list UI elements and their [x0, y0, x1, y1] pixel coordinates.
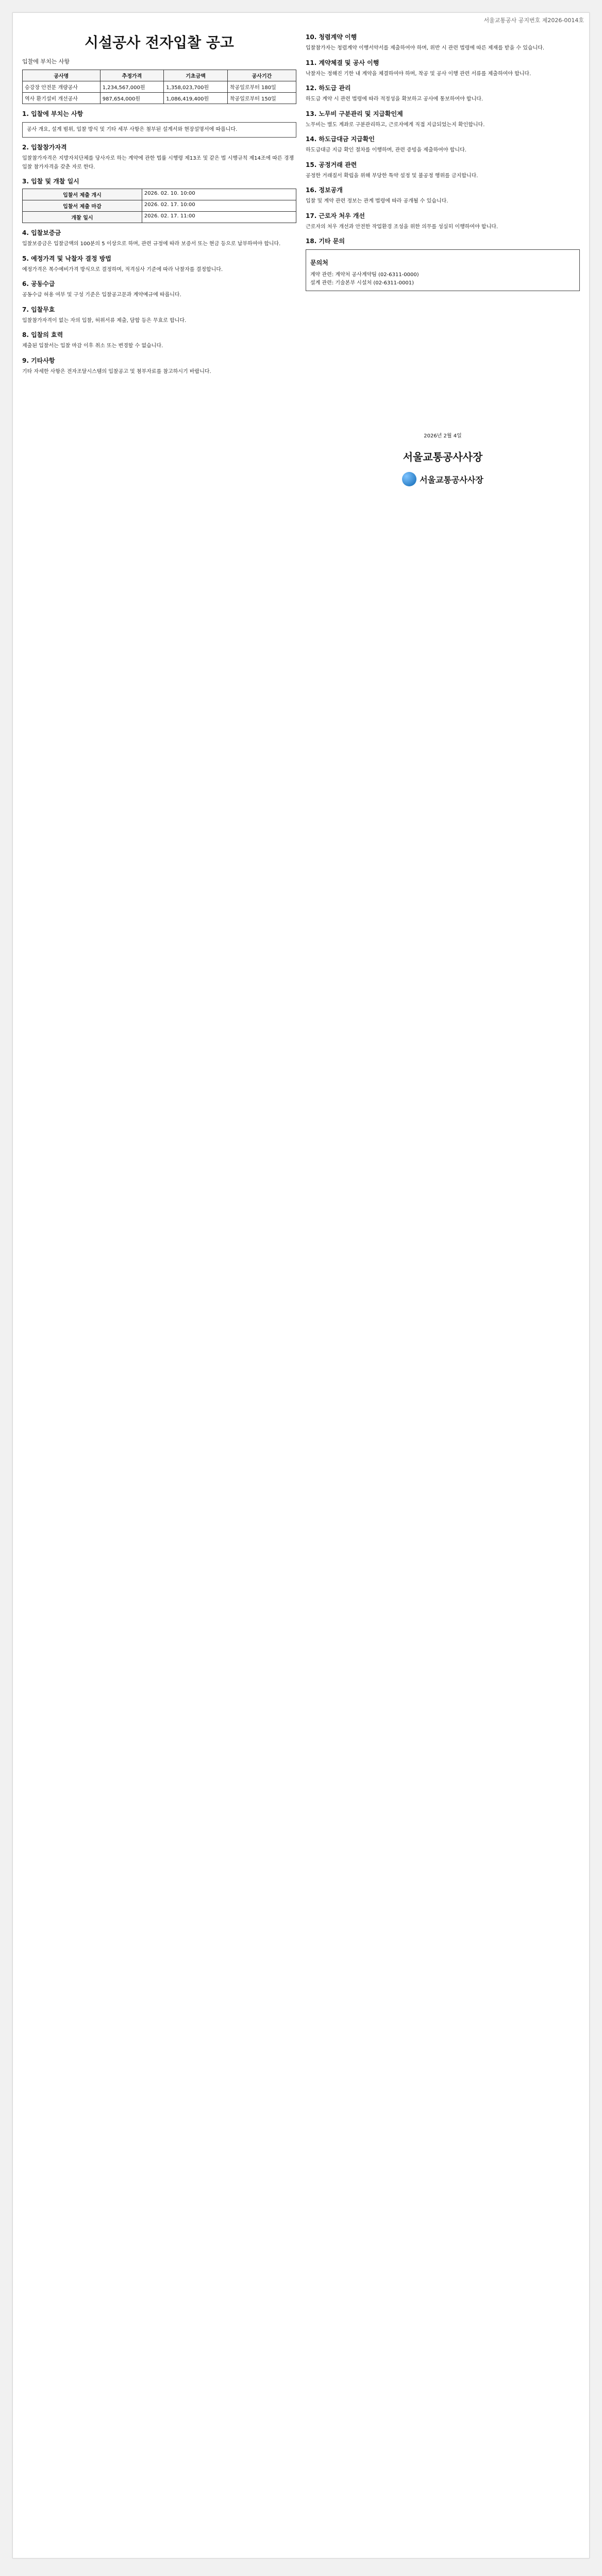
- table-row: [23, 81, 296, 93]
- paragraph: 입찰보증금은 입찰금액의 100분의 5 이상으로 하며, 관련 규정에 따라 보증서 또는 현금 등으로 납부하여야 합니다.: [22, 241, 281, 247]
- paragraph: 공정한 거래질서 확립을 위해 부당한 특약 설정 및 불공정 행위를 금지합니다.: [306, 173, 478, 179]
- contact-line: 설계 관련: 기술본부 시설처 (02-6311-0001): [310, 280, 414, 286]
- paragraph: 하도급 계약 시 관련 법령에 따라 적정성을 확보하고 공사에 통보하여야 합니다.: [306, 96, 483, 102]
- footer-date: 2026년 2월 4일: [424, 433, 462, 439]
- logo-wrap: [306, 472, 580, 488]
- table-cell: 987,654,000원: [100, 93, 164, 104]
- contact-line: 계약 관련: 계약처 공사계약팀 (02-6311-0000): [310, 272, 419, 278]
- logo-text: 서울교통공사사장: [420, 474, 483, 485]
- table-cell: 1,086,419,400원: [164, 93, 228, 104]
- paragraph: 제출된 입찰서는 입찰 마감 이후 취소 또는 변경할 수 없습니다.: [22, 343, 163, 349]
- company-logo: [402, 472, 483, 486]
- date-value: 2026. 02. 17. 10:00: [142, 200, 296, 212]
- paragraph: 공동수급 허용 여부 및 구성 기준은 입찰공고문과 계약예규에 따릅니다.: [22, 292, 181, 298]
- section-heading: 9. 기타사항: [22, 357, 55, 364]
- paragraph: 예정가격은 복수예비가격 방식으로 결정하며, 적격심사 기준에 따라 낙찰자를 결정합니다.: [22, 266, 223, 273]
- paragraph: 입찰참가자격이 없는 자의 입찰, 허위서류 제출, 담합 등은 무효로 합니다.: [22, 317, 187, 324]
- section-heading: 13. 노무비 구분관리 및 지급확인제: [306, 110, 403, 117]
- section-heading: 17. 근로자 처우 개선: [306, 212, 365, 219]
- qualification-text: 입찰참가자격은 지방자치단체를 당사자로 하는 계약에 관한 법률 시행령 제13조 및 같은 법 시행규칙 제14조에 따른 경쟁입찰 참가자격을 갖춘 자로 한다.: [22, 156, 294, 170]
- date-value: 2026. 02. 10. 10:00: [142, 189, 296, 200]
- section-heading: 18. 기타 문의: [306, 238, 345, 245]
- table-cell: 역사 환기설비 개선공사: [23, 93, 101, 104]
- section-heading: 5. 예정가격 및 낙찰자 결정 방법: [22, 255, 111, 262]
- table-cell: 1,358,023,700원: [164, 81, 228, 93]
- contact-box: [306, 249, 580, 291]
- table-cell: 1,234,567,000원: [100, 81, 164, 93]
- section-heading: 2. 입찰참가자격: [22, 144, 67, 151]
- section-heading: 16. 정보공개: [306, 187, 343, 194]
- notice-page: [12, 12, 590, 2558]
- section-heading: 1. 입찰에 부치는 사항: [22, 110, 83, 117]
- section-heading: 6. 공동수급: [22, 280, 55, 287]
- page-title: 시설공사 전자입찰 공고: [85, 34, 234, 51]
- section-heading: 7. 입찰무효: [22, 306, 55, 313]
- signature-title: 서울교통공사사장: [403, 451, 483, 464]
- table-header: 기초금액: [164, 70, 228, 81]
- bid-items-box: 공사 개요, 설계 범위, 입찰 방식 및 기타 세부 사항은 첨부된 설계서와 현장설명서에 따릅니다.: [22, 122, 296, 138]
- date-value: 2026. 02. 17. 11:00: [142, 212, 296, 223]
- paragraph: 근로자의 처우 개선과 안전한 작업환경 조성을 위한 의무를 성실히 이행하여야 합니다.: [306, 224, 498, 230]
- table-cell: 착공일로부터 150일: [227, 93, 296, 104]
- logo-icon: [402, 472, 416, 486]
- paragraph: 노무비는 별도 계좌로 구분관리하고, 근로자에게 직접 지급되었는지 확인합니다.: [306, 122, 485, 128]
- header-right: 서울교통공사 공지번호 제2026-0014호: [483, 17, 584, 24]
- date-label: 개찰 일시: [23, 212, 142, 223]
- table-cell: 착공일로부터 180일: [227, 81, 296, 93]
- table-header: 공사기간: [227, 70, 296, 81]
- section-heading: 3. 입찰 및 개찰 일시: [22, 178, 79, 185]
- date-label: 입찰서 제출 마감: [23, 200, 142, 212]
- paragraph: 하도급대금 지급 확인 절차를 이행하며, 관련 증빙을 제출하여야 합니다.: [306, 147, 466, 153]
- project-table: [22, 70, 296, 104]
- page-subtitle: 입찰에 부치는 사항: [22, 58, 70, 65]
- paragraph: 낙찰자는 정해진 기한 내 계약을 체결하여야 하며, 착공 및 공사 이행 관련 서류를 제출하여야 합니다.: [306, 71, 531, 77]
- table-cell: 승강장 안전문 개량공사: [23, 81, 101, 93]
- table-header: 공사명: [23, 70, 101, 81]
- date-label: 입찰서 제출 개시: [23, 189, 142, 200]
- section-heading: 4. 입찰보증금: [22, 229, 61, 236]
- table-header: 추정가격: [100, 70, 164, 81]
- section-heading: 11. 계약체결 및 공사 이행: [306, 59, 379, 66]
- bid-date-table: [22, 189, 296, 223]
- section-heading: 12. 하도급 관리: [306, 84, 351, 92]
- table-row: [23, 93, 296, 104]
- section-heading: 15. 공정거래 관련: [306, 161, 357, 168]
- section-heading: 14. 하도급대금 지급확인: [306, 135, 375, 143]
- paragraph: 입찰참가자는 청렴계약 이행서약서를 제출하여야 하며, 위반 시 관련 법령에 따른 제재를 받을 수 있습니다.: [306, 45, 545, 51]
- contact-title: 문의처: [310, 259, 328, 266]
- paragraph: 입찰 및 계약 관련 정보는 관계 법령에 따라 공개될 수 있습니다.: [306, 198, 448, 204]
- paragraph: 기타 자세한 사항은 전자조달시스템의 입찰공고 및 첨부자료를 참고하시기 바랍니다.: [22, 368, 211, 375]
- section-heading: 8. 입찰의 효력: [22, 331, 63, 338]
- section-heading: 10. 청렴계약 이행: [306, 33, 357, 41]
